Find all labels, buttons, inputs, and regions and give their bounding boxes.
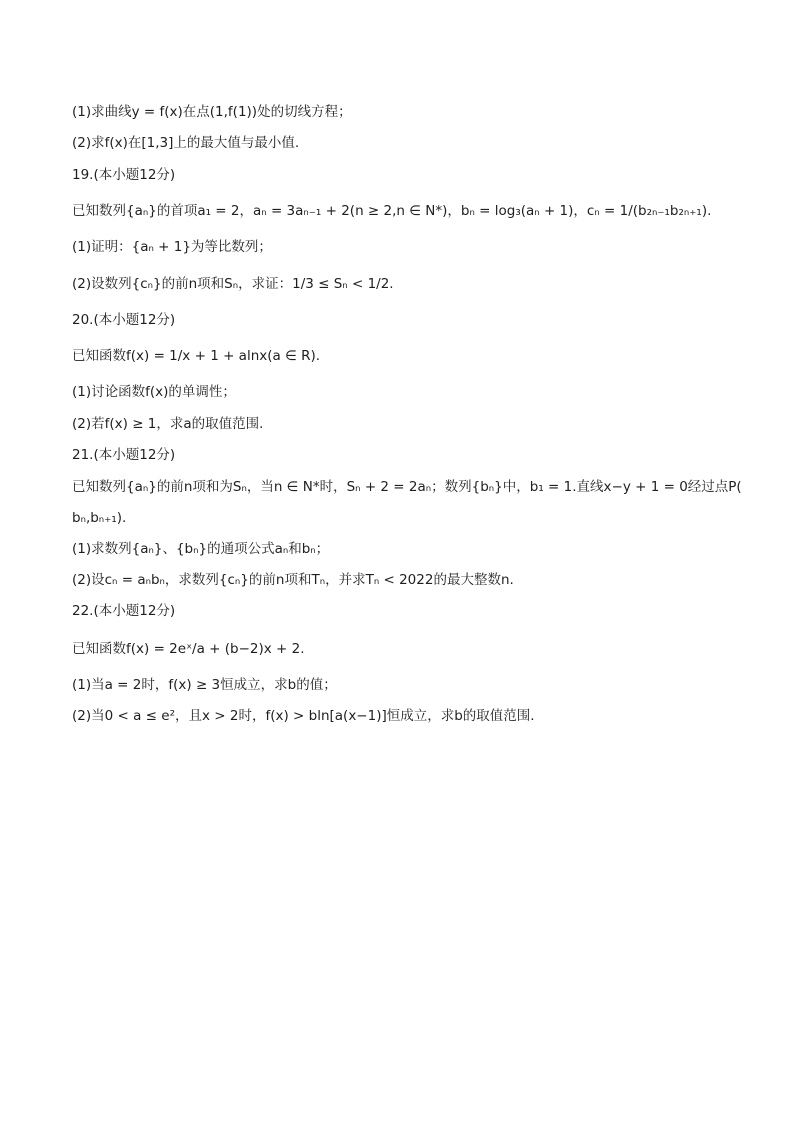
q19-heading: 19.(本小题12分) [72, 167, 176, 183]
q19-stem: 已知数列{aₙ}的首项a₁ = 2，aₙ = 3aₙ₋₁ + 2(n ≥ 2,n ∈ N*)，bₙ = log₃(aₙ + 1)，cₙ = 1/(b₂ₙ₋₁b₂ₙ₊₁). [72, 203, 712, 219]
q20-part1: (1)讨论函数f(x)的单调性； [72, 384, 236, 400]
q19-part2: (2)设数列{cₙ}的前n项和Sₙ，求证：1/3 ≤ Sₙ < 1/2. [72, 276, 394, 292]
q21-heading: 21.(本小题12分) [72, 447, 176, 463]
q22-part2: (2)当0 < a ≤ e²，且x > 2时，f(x) > bln[a(x−1)]恒成立，求b的取值范围. [72, 708, 535, 724]
q19-part1: (1)证明：{aₙ + 1}为等比数列； [72, 239, 272, 255]
q22-heading: 22.(本小题12分) [72, 603, 176, 619]
q21-stem: 已知数列{aₙ}的前n项和为Sₙ，当n ∈ N*时，Sₙ + 2 = 2aₙ；数列{bₙ}中，b₁ = 1.直线x−y + 1 = 0经过点P( [72, 479, 742, 495]
q22-part1: (1)当a = 2时，f(x) ≥ 3恒成立，求b的值； [72, 677, 337, 693]
q20-stem: 已知函数f(x) = 1/x + 1 + alnx(a ∈ R). [72, 348, 321, 364]
q20-heading: 20.(本小题12分) [72, 312, 176, 328]
q18-part1: (1)求曲线y = f(x)在点(1,f(1))处的切线方程； [72, 104, 352, 120]
q21-part2: (2)设cₙ = aₙbₙ，求数列{cₙ}的前n项和Tₙ，并求Tₙ < 2022的最大整数n. [72, 572, 514, 588]
q21-stem-cont: bₙ,bₙ₊₁). [72, 510, 127, 526]
q21-part1: (1)求数列{aₙ}、{bₙ}的通项公式aₙ和bₙ； [72, 541, 330, 557]
q18-part2: (2)求f(x)在[1,3]上的最大值与最小值. [72, 135, 300, 151]
q20-part2: (2)若f(x) ≥ 1，求a的取值范围. [72, 416, 264, 432]
q22-stem: 已知函数f(x) = 2eˣ/a + (b−2)x + 2. [72, 641, 305, 657]
